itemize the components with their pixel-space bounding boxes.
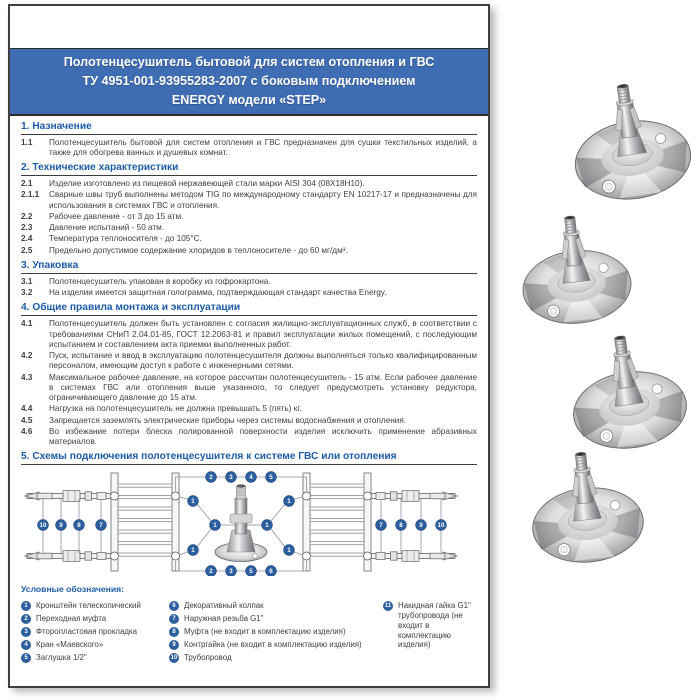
flange-photo-2 bbox=[516, 210, 635, 328]
towel-rail-left bbox=[111, 473, 179, 571]
legend-number-badge: 11 bbox=[384, 603, 392, 610]
legend-number-badge: 1 bbox=[21, 601, 31, 611]
clause-text: Пуск, испытание и ввод в эксплуатацию полотенцесушителя должны выполняться только квалифицированным персоналом, имеющим доступ к работе с инженерными сетями. bbox=[49, 351, 477, 371]
svg-text:7: 7 bbox=[99, 522, 103, 530]
legend-item-label: Кран «Маевского» bbox=[36, 639, 104, 649]
legend-item bbox=[169, 640, 383, 651]
diagram-number-badge bbox=[206, 566, 217, 576]
clause bbox=[21, 404, 477, 414]
clause-text: Полотенцесушитель упакован в коробку из гофрокартона. bbox=[49, 276, 271, 286]
legend-number-badge: 8 bbox=[169, 627, 179, 637]
document-page bbox=[8, 4, 490, 688]
legend-column bbox=[383, 598, 477, 666]
svg-text:3: 3 bbox=[229, 568, 233, 576]
title-line-3: ENERGY модели «STEP» bbox=[171, 92, 327, 107]
legend-number-badge: 4 bbox=[21, 640, 31, 650]
legend-item-label: Муфта (не входит в комплектацию изделия) bbox=[184, 626, 346, 636]
diagram-number-badge bbox=[266, 472, 277, 483]
clause-number: 4.5 bbox=[21, 415, 33, 425]
legend-item bbox=[169, 601, 383, 612]
product-photos bbox=[496, 0, 698, 700]
bracket-detail-icon bbox=[215, 485, 267, 562]
svg-text:5: 5 bbox=[249, 568, 253, 576]
clause-number: 4.1 bbox=[21, 319, 33, 329]
flange-photo-1 bbox=[565, 76, 696, 206]
svg-text:2: 2 bbox=[209, 474, 213, 482]
legend bbox=[21, 584, 477, 666]
clause-number: 4.3 bbox=[21, 372, 33, 382]
svg-text:2: 2 bbox=[209, 568, 213, 576]
clause bbox=[21, 351, 477, 372]
legend-item bbox=[383, 601, 477, 650]
clause-text: Сварные швы труб выполнены методом TIG по международному стандарту EN 10217-17 и предназначены для использования в системах ГВС и отопления. bbox=[49, 190, 477, 210]
document-sections bbox=[21, 118, 477, 466]
legend-item bbox=[169, 614, 383, 625]
clause bbox=[21, 179, 477, 189]
clause bbox=[21, 288, 477, 298]
diagram-number-badge bbox=[262, 520, 273, 531]
diagram-number-badge bbox=[74, 520, 85, 531]
diagram-number-badge bbox=[210, 520, 221, 531]
legend-item bbox=[21, 614, 169, 625]
diagram-number-badge bbox=[436, 520, 447, 531]
clause-number: 2.1 bbox=[21, 179, 33, 189]
diagram-number-badge bbox=[396, 520, 407, 531]
legend-columns bbox=[21, 598, 477, 666]
legend-item bbox=[169, 627, 383, 638]
clause bbox=[21, 427, 477, 448]
legend-number-badge: 10 bbox=[170, 655, 178, 662]
clause-number: 2.3 bbox=[21, 223, 33, 233]
document-title-band bbox=[10, 48, 488, 116]
legend-item-label: Контргайка (не входит в комплектацию изделия) bbox=[184, 639, 362, 649]
legend-item-label: Фторопластовая прокладка bbox=[36, 626, 137, 636]
svg-text:9: 9 bbox=[419, 522, 423, 530]
svg-text:1: 1 bbox=[191, 547, 195, 555]
diagram-number-badge bbox=[246, 566, 257, 576]
clause-text: Рабочее давление - от 3 до 15 атм. bbox=[49, 211, 184, 221]
legend-number-badge: 5 bbox=[21, 653, 31, 663]
diagram-number-badge bbox=[96, 520, 107, 531]
svg-text:3: 3 bbox=[229, 474, 233, 482]
title-line-1: Полотенцесушитель бытовой для систем отопления и ГВС bbox=[63, 55, 435, 69]
svg-text:9: 9 bbox=[59, 522, 63, 530]
svg-text:4: 4 bbox=[249, 474, 253, 482]
clause-text: Изделие изготовлено из пищевой нержавеющей стали марки AISI 304 (08Х18Н10). bbox=[49, 179, 365, 189]
page-top-margin bbox=[10, 6, 488, 48]
legend-number-badge: 6 bbox=[169, 601, 179, 611]
legend-item-label: Заглушка 1/2" bbox=[36, 652, 87, 662]
diagram-number-badge bbox=[206, 472, 217, 483]
svg-text:5: 5 bbox=[269, 474, 273, 482]
diagram-number-badge bbox=[266, 566, 277, 576]
clause bbox=[21, 277, 477, 287]
legend-item bbox=[21, 640, 169, 651]
clause-number: 2.2 bbox=[21, 211, 33, 221]
legend-item-label: Переходная муфта bbox=[36, 613, 107, 623]
connection-diagram-drawing bbox=[21, 468, 461, 576]
legend-number-badge: 2 bbox=[21, 614, 31, 624]
legend-item bbox=[169, 653, 383, 664]
clause-text: Полотенцесушитель должен быть установлен с согласия жилищно-эксплуатационных служб, в соответствии с требованиями СНиП 2.04.01-85, ГОСТ 12.2063-81 и правил эксплуатации жилых помещений, с последующим испытанием и составлением акта приемки выполненных работ. bbox=[49, 319, 477, 349]
svg-text:10: 10 bbox=[437, 522, 445, 530]
clause-number: 3.1 bbox=[21, 276, 33, 286]
diagram-number-badge bbox=[246, 472, 257, 483]
clause-number: 2.4 bbox=[21, 234, 33, 244]
clause bbox=[21, 319, 477, 350]
diagram-number-badge bbox=[188, 545, 199, 556]
clause-text: Полотенцесушитель бытовой для систем отопления и ГВС предназначен для сушки текстильных изделий, а также для обогрева ванных и душевых комнат. bbox=[49, 137, 477, 157]
svg-text:7: 7 bbox=[379, 522, 383, 530]
legend-number-badge: 9 bbox=[169, 640, 179, 650]
section-heading: 4. Общие правила монтажа и эксплуатации bbox=[21, 299, 477, 316]
clause-text: На изделии имеется защитная голограмма, подтверждающая стандарт качества Energy. bbox=[49, 288, 387, 298]
diagram-number-badge bbox=[376, 520, 387, 531]
diagram-number-badge bbox=[38, 520, 49, 531]
section-heading: 1. Назначение bbox=[21, 118, 477, 135]
legend-number-badge: 7 bbox=[169, 614, 179, 624]
title-line-2: ТУ 4951-001-93955283-2007 с боковым подключением bbox=[82, 73, 416, 88]
legend-item-label: Декоративный колпак bbox=[184, 600, 264, 610]
legend-item-label: Трубопровод bbox=[184, 652, 232, 662]
legend-item bbox=[21, 601, 169, 612]
clause bbox=[21, 223, 477, 233]
legend-title: Условные обозначения: bbox=[21, 584, 124, 595]
diagram-number-badge bbox=[226, 472, 237, 483]
svg-text:1: 1 bbox=[287, 547, 291, 555]
clause-number: 4.6 bbox=[21, 426, 33, 436]
legend-item bbox=[21, 627, 169, 638]
svg-text:1: 1 bbox=[191, 498, 195, 506]
diagram-number-badge bbox=[56, 520, 67, 531]
legend-item-label: Накидная гайка G1" трубопровода (не входит в комплектацию изделия) bbox=[398, 600, 471, 650]
document-content bbox=[10, 116, 488, 666]
svg-text:1: 1 bbox=[287, 498, 291, 506]
diagram-number-badge bbox=[416, 520, 427, 531]
clause-text: Во избежание потери блеска полированной поверхности изделия исключить применение абразивных материалов. bbox=[49, 426, 477, 447]
legend-item-label: Наружная резьба G1" bbox=[184, 613, 264, 623]
svg-text:1: 1 bbox=[265, 522, 269, 530]
clause-number: 2.5 bbox=[21, 245, 33, 255]
diagram-number-badge bbox=[226, 566, 237, 576]
svg-text:8: 8 bbox=[77, 522, 81, 530]
legend-number-badge: 3 bbox=[21, 627, 31, 637]
clause-number: 2.1.1 bbox=[21, 190, 40, 200]
clause bbox=[21, 373, 477, 404]
clause-text: Предельно допустимое содержание хлоридов в теплоносителе - до 60 мг/дм³. bbox=[49, 245, 348, 255]
clause-text: Запрещается заземлять электрические приборы через системы водоснабжения и отопления. bbox=[49, 415, 407, 425]
flange-photo-3 bbox=[563, 328, 691, 455]
clause-text: Максимальное рабочее давление, на которое рассчитан полотенцесушитель - 15 атм. Если рабочее давление в системах ГВС или отопления выше указанного, то следует предусмотреть установку редуктора, ограничивающего давление до 15 атм. bbox=[49, 372, 477, 403]
clause bbox=[21, 212, 477, 222]
legend-column bbox=[21, 598, 169, 666]
clause-text: Нагрузка на полотенцесушитель не должна превышать 5 (пять) кг. bbox=[49, 404, 302, 414]
clause-number: 4.2 bbox=[21, 351, 33, 361]
section-heading: 5. Схемы подключения полотенцесушителя к системе ГВС или отопления bbox=[21, 448, 477, 465]
towel-rail-right bbox=[303, 473, 371, 571]
legend-column bbox=[169, 598, 383, 666]
clause bbox=[21, 246, 477, 256]
clause-number: 3.2 bbox=[21, 288, 33, 298]
legend-item bbox=[21, 653, 169, 664]
section-heading: 3. Упаковка bbox=[21, 257, 477, 274]
svg-text:1: 1 bbox=[213, 522, 217, 530]
connection-diagram bbox=[21, 468, 477, 581]
flange-photo-4 bbox=[525, 446, 647, 567]
clause bbox=[21, 138, 477, 159]
clause-number: 4.4 bbox=[21, 404, 33, 414]
clause-number: 1.1 bbox=[21, 137, 33, 147]
clause-text: Температура теплоносителя - до 105°С. bbox=[49, 234, 202, 244]
legend-item-label: Кронштейн телескопический bbox=[36, 600, 141, 610]
svg-text:8: 8 bbox=[399, 522, 403, 530]
svg-text:10: 10 bbox=[39, 522, 47, 530]
clause bbox=[21, 234, 477, 244]
clause bbox=[21, 190, 477, 211]
section-heading: 2. Технические характеристики bbox=[21, 159, 477, 176]
clause bbox=[21, 416, 477, 426]
diagram-number-badge bbox=[284, 496, 295, 507]
diagram-number-badge bbox=[188, 496, 199, 507]
svg-text:6: 6 bbox=[269, 568, 273, 576]
clause-text: Давление испытаний - 50 атм. bbox=[49, 223, 165, 233]
diagram-number-badge bbox=[284, 545, 295, 556]
